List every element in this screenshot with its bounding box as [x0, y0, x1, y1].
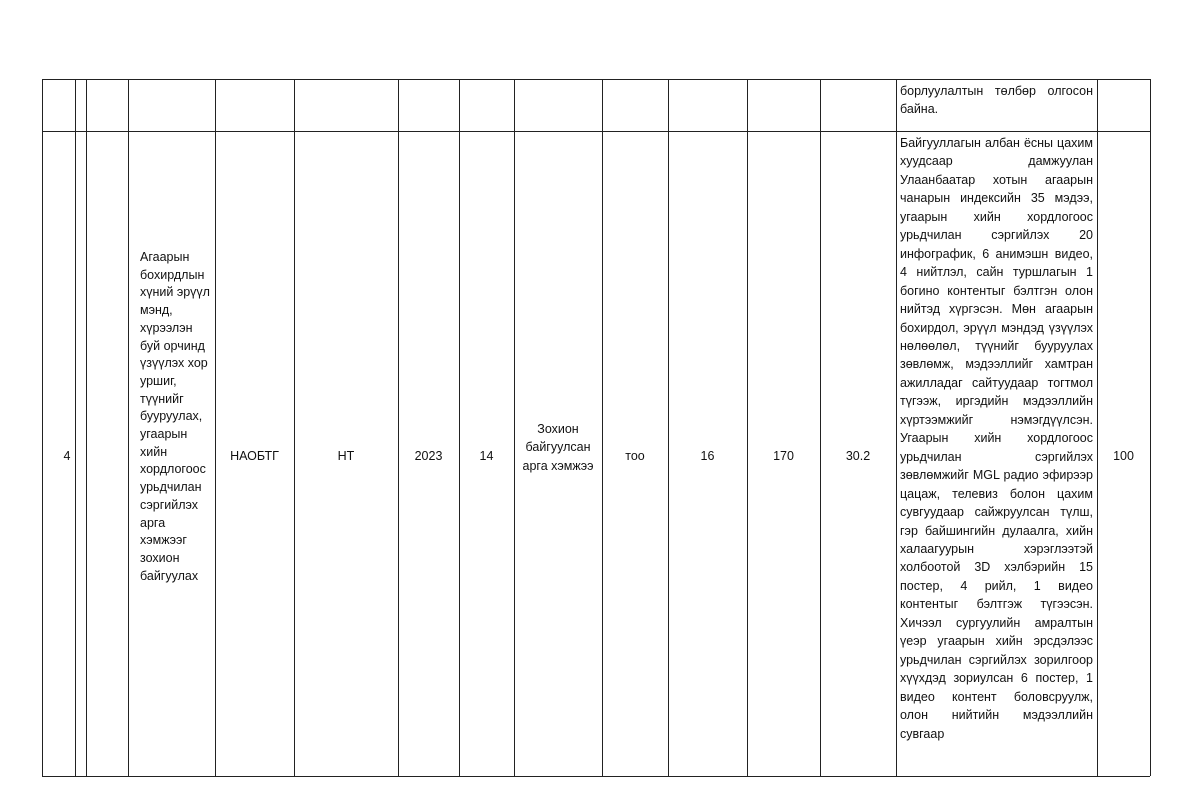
year-cell: 2023: [414, 449, 443, 463]
unit-cell: тоо: [625, 449, 645, 463]
indicator-cell: Зохион байгуулсан арга хэмжээ: [522, 422, 594, 473]
index-cell: 14: [479, 449, 494, 463]
row-number: 4: [63, 449, 71, 463]
result-cell: Байгууллагын албан ёсны цахим хуудсаар дамжуулан Улаанбаатар хотын агаарын чанарын индексийн 35 мэдээ, угаарын хийн хордлогоос урьдчилан сэргийлэх 20 инфографик, 6 анимэшн видео, 4 нийтлэл, сайн туршлагын 1 богино контентыг бэлтгэн олон нийтэд хүргэсэн. Мөн агаарын бохирдол, эрүүл мэндэд үзүүлэх нөлөөлөл, түүнийг бууруулах зөвлөмж, мэдээллийг хамтран ажилладаг сайтуудаар тогтмол түгээж, иргэдийн мэдээллийн хүртээмжийг нэмэгдүүлсэн. Угаарын хийн хордлогоос урьдчилан сэргийлэх зөвлөмжийг MGL радио эфирээр цацаж, телевиз болон цахим сувгуудаар сайжруулсан түлш, гэр байшингийн дулаалга, хийн халаагуурын хэрэглээтэй холбоотой 3D хэлбэрийн 15 постер, 4 рийл, 1 видео контентыг бэлтгэж түгээсэн. Хичээл сургуулийн амралтын үеэр угаарын хийн эрсдэлээс урьдчилан сэргийлэх зорилгоор хүүхдэд зориулсан 6 постер, 1 видео контент боловсруулж, олон нийтийн мэдээллийн сувгаар: [900, 136, 1093, 741]
top-row-result-cell: борлуулалтын төлбөр олгосон байна.: [900, 84, 1093, 117]
target-cell: 170: [773, 449, 794, 463]
baseline-cell: 16: [700, 449, 715, 463]
budget-cell: 30.2: [845, 449, 871, 463]
organization-cell: НАОБТГ: [230, 449, 279, 463]
code-cell: НТ: [337, 449, 355, 463]
score-cell: 100: [1113, 449, 1134, 463]
activity-cell: Агаарын бохирдлын хүний эрүүл мэнд, хүрээлэн буй орчинд үзүүлэх хор уршиг, түүнийг бууруулах, угаарын хийн хордлогоос урьдчилан сэргийлэх арга хэмжээг зохион байгуулах: [140, 250, 210, 583]
